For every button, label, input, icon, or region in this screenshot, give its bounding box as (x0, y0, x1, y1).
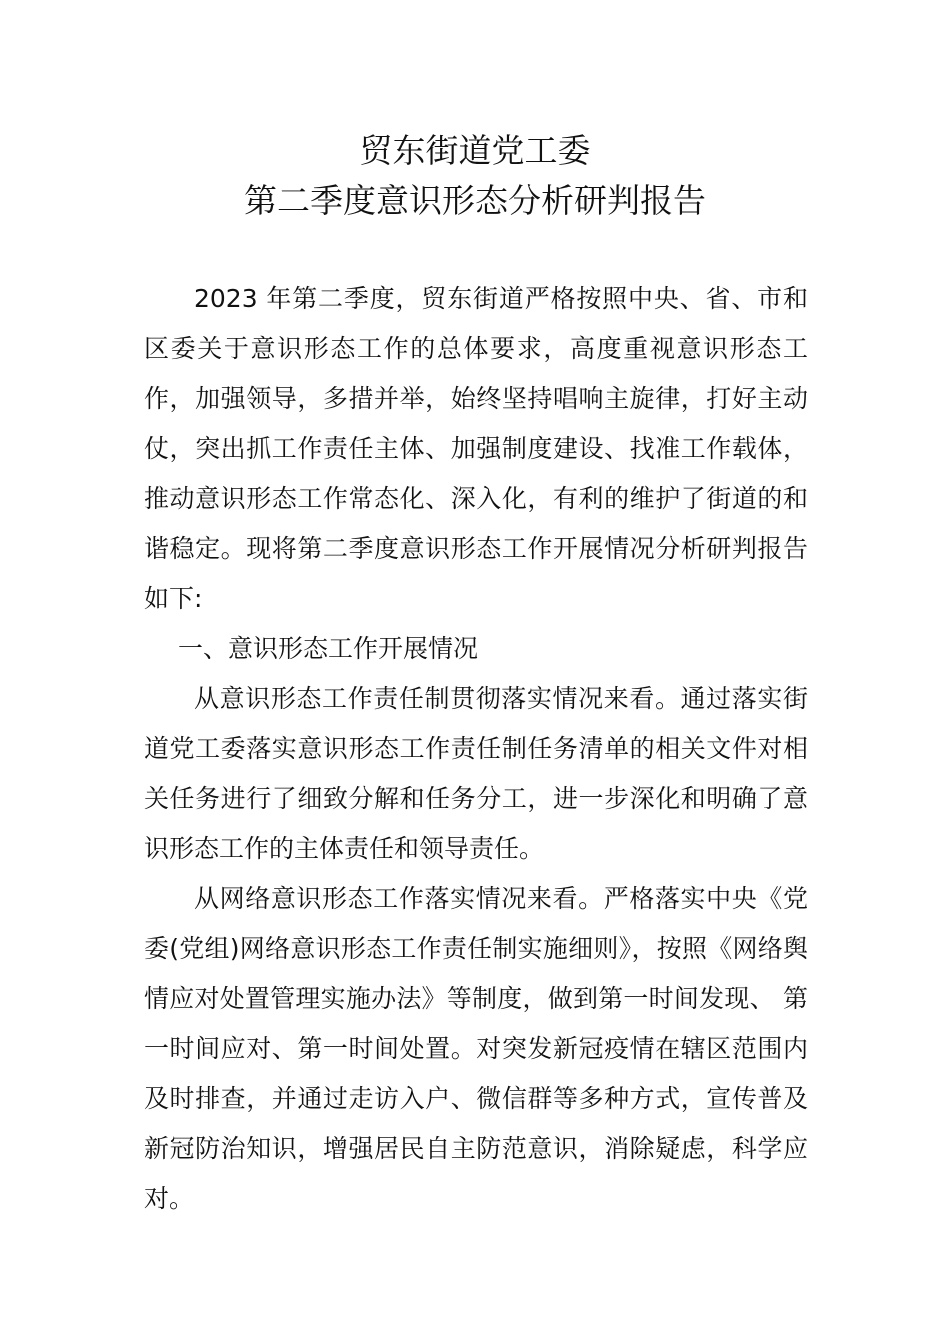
intro-paragraph: 2023 年第二季度，贸东街道严格按照中央、省、市和区委关于意识形态工作的总体要求，高度重视意识形态工作，加强领导，多措并举，始终坚持唱响主旋律，打好主动仗，突出抓工作责任主体、加强制度建设、找准工作载体，推动意识形态工作常态化、深入化，有利的维护了街道的和谐稳定。现将第二季度意识形态工作开展情况分析研判报告如下: (144, 284, 808, 613)
network-paragraph: 从网络意识形态工作落实情况来看。严格落实中央《党委(党组)网络意识形态工作责任制实施细则》，按照《网络舆情应对处置管理实施办法》等制度，做到第一时间发现、 第一时间应对、第一时间处置。对突发新冠疫情在辖区范围内及时排查，并通过走访入户、微信群等多种方式，宣传普及新冠防治知识，增强居民自主防范意识，消除疑虑，科学应对。 (144, 884, 808, 1213)
section-heading: 一、意识形态工作开展情况 (178, 634, 479, 663)
title-line-1: 贸东街道党工委 (359, 131, 591, 170)
document-body (144, 274, 808, 1224)
title-line-2: 第二季度意识形态分析研判报告 (244, 181, 706, 220)
responsibility-paragraph: 从意识形态工作责任制贯彻落实情况来看。通过落实街道党工委落实意识形态工作责任制任务清单的相关文件对相关任务进行了细致分解和任务分工，进一步深化和明确了意识形态工作的主体责任和领导责任。 (144, 684, 808, 863)
document-title (0, 126, 950, 226)
